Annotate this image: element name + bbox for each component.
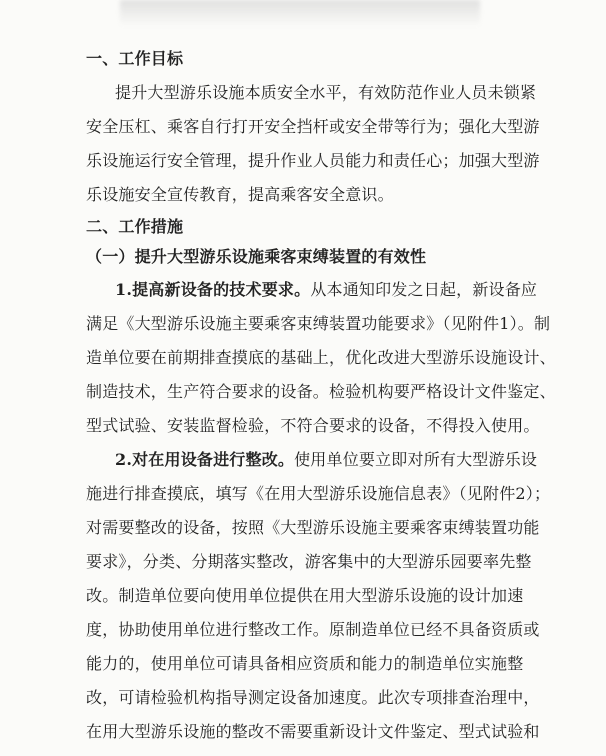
paragraph-line: 满足《大型游乐设施主要乘客束缚装置功能要求》（见附件1）。制: [86, 314, 551, 333]
section-heading-goals: 一、工作目标: [86, 49, 184, 68]
paragraph-line: 乐设施安全宣传教育，提高乘客安全意识。: [86, 185, 394, 204]
paragraph-line: 制造技术，生产符合要求的设备。检验机构要严格设计文件鉴定、: [86, 382, 556, 401]
paragraph-line: 对需要整改的设备，按照《大型游乐设施主要乘客束缚装置功能: [86, 518, 540, 537]
paragraph-line: 要求》，分类、分期落实整改，游客集中的大型游乐园要率先整: [86, 552, 532, 571]
item-1-first-line: [115, 278, 558, 302]
item-2-text: 使用单位要立即对所有大型游乐设: [294, 450, 538, 469]
paragraph-line: 改，可请检验机构指导测定设备加速度。此次专项排查治理中，: [86, 688, 540, 707]
item-2-first-line: [115, 448, 558, 472]
paragraph-line: 型式试验、安装监督检验，不符合要求的设备，不得投入使用。: [86, 416, 540, 435]
paragraph-line: 能力的，使用单位可请具备相应资质和能力的制造单位实施整: [86, 654, 524, 673]
paragraph-line: 乐设施运行安全管理，提升作业人员能力和责任心；加强大型游: [86, 151, 540, 170]
paragraph-line: 造单位要在前期排查摸底的基础上，优化改进大型游乐设施设计、: [86, 348, 556, 367]
paragraph-line: 施进行排查摸底，填写《在用大型游乐设施信息表》（见附件2）；: [86, 484, 551, 503]
item-2-title: 2.对在用设备进行整改。: [115, 450, 295, 469]
section-heading-measures: 二、工作措施: [86, 217, 184, 236]
subsection-heading: （一）提升大型游乐设施乘客束缚装置的有效性: [86, 247, 427, 266]
item-1-title: 1.提高新设备的技术要求。: [115, 280, 311, 299]
paragraph-line: 度，协助使用单位进行整改工作。原制造单位已经不具备资质或: [86, 620, 540, 639]
paragraph-line: 提升大型游乐设施本质安全水平，有效防范作业人员未锁紧: [115, 83, 537, 102]
paragraph-line: 改。制造单位要向使用单位提供在用大型游乐设施的设计加速: [86, 586, 524, 605]
paragraph-line: 在用大型游乐设施的整改不需要重新设计文件鉴定、型式试验和: [86, 722, 540, 741]
scan-shadow: [120, 0, 480, 26]
item-1-text: 从本通知印发之日起，新设备应: [310, 280, 538, 299]
paragraph-line: 安全压杠、乘客自行打开安全挡杆或安全带等行为；强化大型游: [86, 117, 540, 136]
